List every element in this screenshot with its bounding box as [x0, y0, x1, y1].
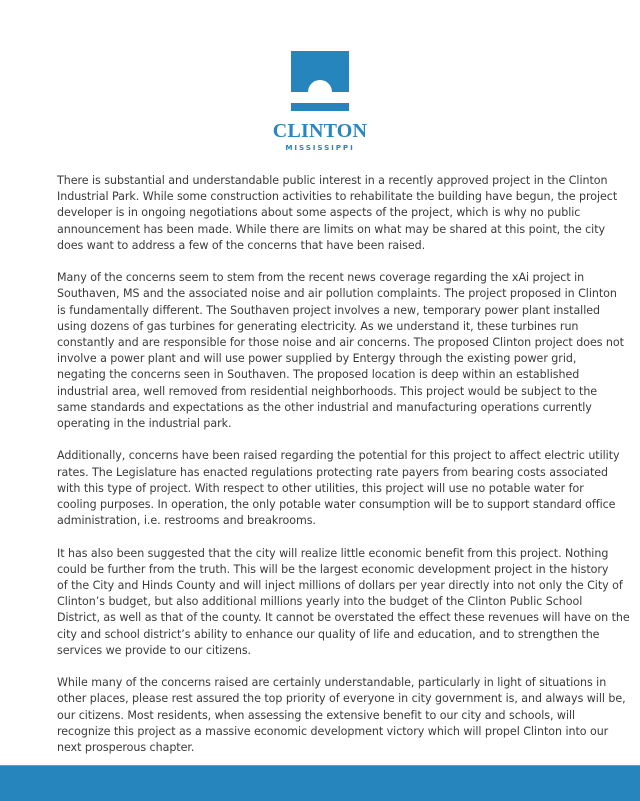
text-line: could be further from the truth. This will be the largest economic development project in the history — [57, 562, 609, 576]
letter-body — [57, 173, 630, 772]
text-line: operating in the industrial park. — [57, 417, 232, 431]
paragraph-economic-benefit — [57, 546, 630, 659]
text-line: District, as well as that of the county. It cannot be overstated the effect these revenues will have on the — [57, 611, 630, 625]
text-line: with this type of project. With respect to other utilities, this project will use no potable water for — [57, 481, 584, 495]
text-line: city and school district’s ability to enhance our quality of life and education, and to strengthen the — [57, 627, 600, 641]
text-line: administration, i.e. restrooms and breakrooms. — [57, 514, 316, 528]
arch-bridge-icon — [291, 51, 349, 111]
text-line: of the City and Hinds County and will inject millions of dollars per year directly into not only the City of — [57, 579, 623, 593]
text-line: our citizens. Most residents, when assessing the extensive benefit to our city and schools, will — [57, 708, 576, 722]
text-line: involve a power plant and will use power supplied by Entergy through the existing power grid, — [57, 352, 577, 366]
city-logo — [0, 51, 640, 153]
text-line: Additionally, concerns have been raised regarding the potential for this project to affect electric utility — [57, 449, 620, 463]
text-line: It has also been suggested that the city will realize little economic benefit from this project. Nothing — [57, 546, 609, 560]
text-line: other places, please rest assured the top priority of everyone in city government is, and always will be, — [57, 692, 626, 706]
text-line: developer is in ongoing negotiations about some aspects of the project, which is why no public — [57, 206, 581, 220]
text-line: next prosperous chapter. — [57, 741, 195, 755]
paragraph-intro — [57, 173, 618, 254]
text-line: While many of the concerns raised are certainly understandable, particularly in light of situations in — [57, 676, 607, 690]
text-line: negating the concerns seen in Southaven. The proposed location is deep within an established — [57, 368, 580, 382]
text-line: recognize this project as a massive economic development victory which will propel Clinton into our — [57, 724, 609, 738]
text-line: Many of the concerns seem to stem from the recent news coverage regarding the xAi project in — [57, 271, 585, 285]
logo-title: CLINTON — [272, 120, 368, 142]
logo-subtitle: MISSISSIPPI — [285, 143, 355, 152]
text-line: constantly and are responsible for those noise and air concerns. The proposed Clinton project does not — [57, 336, 624, 350]
text-line: Industrial Park. While some construction activities to rehabilitate the building have begun, the project — [57, 190, 618, 204]
text-line: services we provide to our citizens. — [57, 643, 252, 657]
text-line: rates. The Legislature has enacted regulations protecting rate payers from bearing costs associated — [57, 465, 609, 479]
text-line: industrial area, well removed from residential neighborhoods. This project would be subject to the — [57, 384, 598, 398]
text-line: announcement has been made. While there are limits on what may be shared at this point, the city — [57, 222, 606, 236]
text-line: There is substantial and understandable public interest in a recently approved project in the Clinton — [57, 174, 608, 187]
text-line: same standards and expectations as the other industrial and manufacturing operations currently — [57, 400, 592, 414]
paragraph-utilities — [57, 448, 620, 529]
footer-band — [0, 765, 640, 801]
text-line: Southaven, MS and the associated noise and air pollution complaints. The project proposed in Clinton — [57, 287, 617, 301]
paragraph-closing — [57, 675, 626, 756]
text-line: is fundamentally different. The Southaven project involves a new, temporary power plant installed — [57, 303, 601, 317]
paragraph-southaven — [57, 270, 624, 432]
text-line: cooling purposes. In operation, the only potable water consumption will be to support standard office — [57, 498, 616, 512]
text-line: Clinton’s budget, but also additional millions yearly into the budget of the Clinton Public School — [57, 595, 583, 609]
text-line: using dozens of gas turbines for generating electricity. As we understand it, these turbines run — [57, 319, 579, 333]
text-line: does want to address a few of the concerns that have been raised. — [57, 238, 426, 252]
